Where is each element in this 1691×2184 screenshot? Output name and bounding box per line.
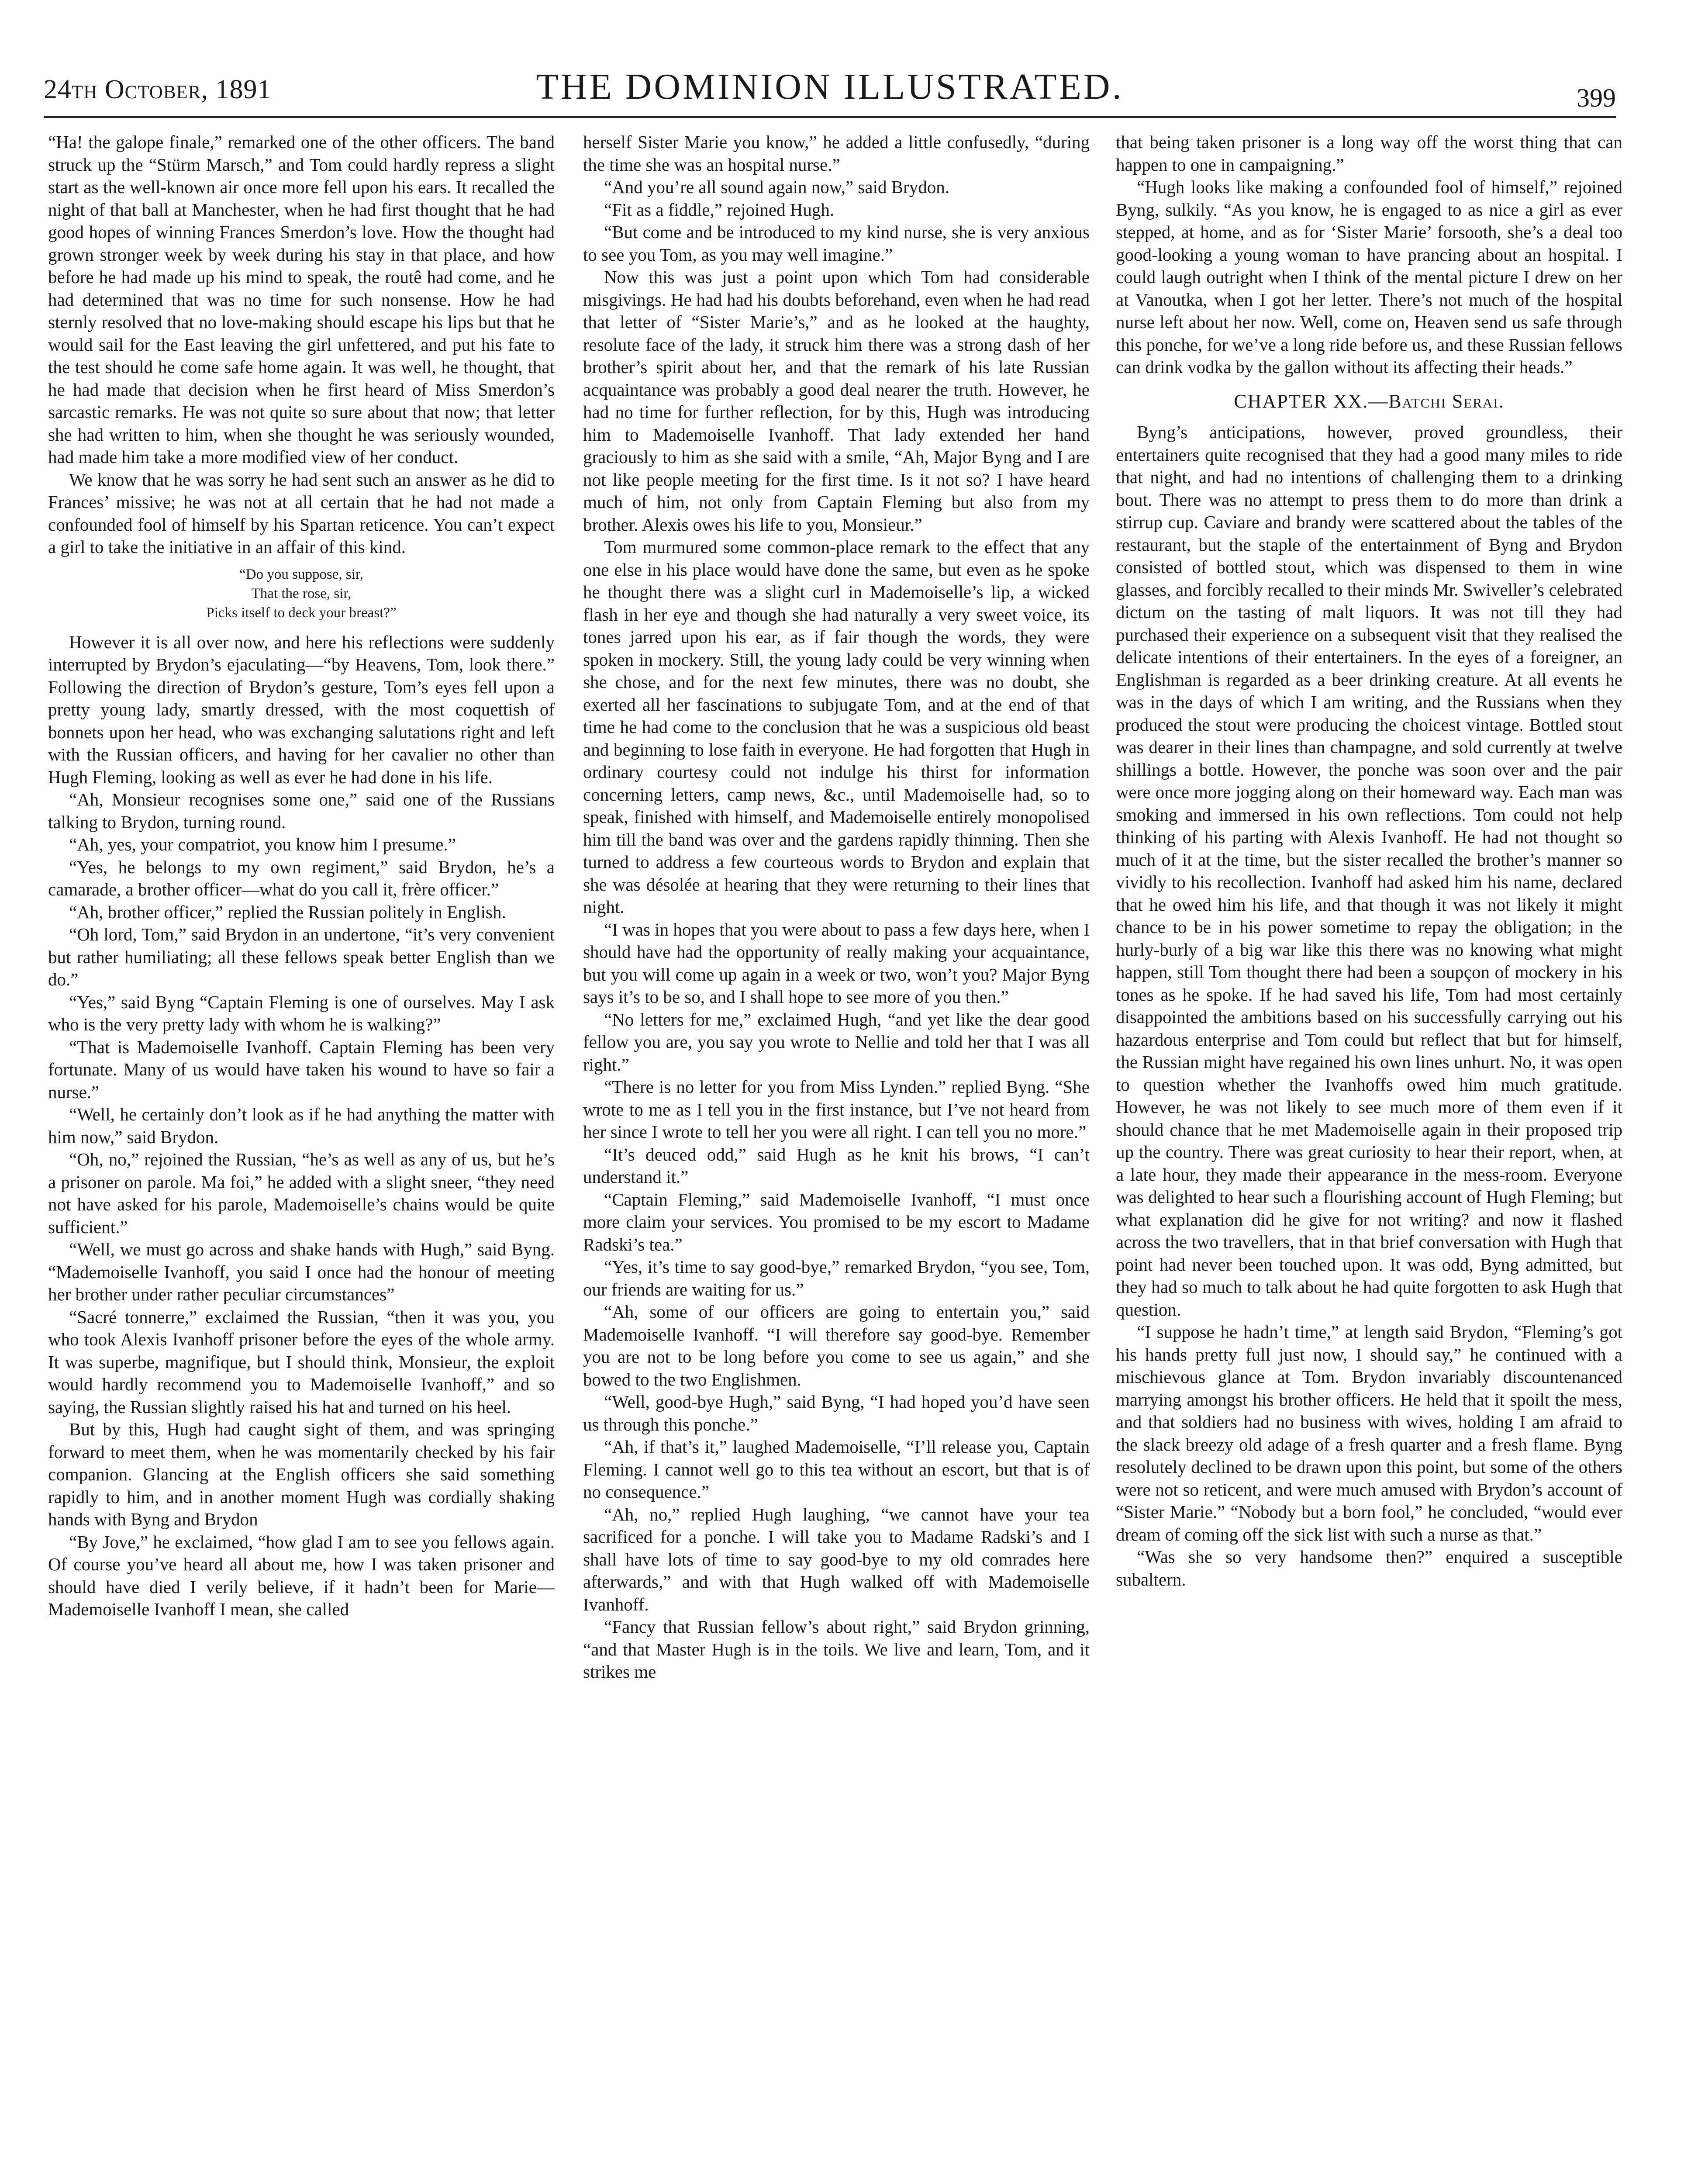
paragraph: But by this, Hugh had caught sight of them, and was springing forward to meet them, when he was momentarily checked by his fair companion. Glancing at the English officers she said something rapidly to him, and in another moment Hugh was cordially shaking hands with Byng and Brydon — [48, 1419, 555, 1529]
paragraph: However it is all over now, and here his reflections were suddenly interrupted by Brydon’s ejaculating—“by Heavens, Tom, look there.” Following the direction of Brydon’s gesture, Tom’s eyes fell upon a pretty young lady, smartly dressed, with the most coquettish of bonnets upon her head, who was exchanging salutations right and left with the Russian officers, and having for her cavalier no other than Hugh Fleming, looking as well as ever he had done in his life. — [48, 632, 555, 787]
page-header — [44, 57, 1616, 114]
column-3 — [1116, 131, 1622, 2184]
paragraph: “And you’re all sound again now,” said Brydon. — [604, 177, 949, 197]
chapter-heading — [1116, 390, 1622, 413]
paragraph: “I suppose he hadn’t time,” at length said Brydon, “Fleming’s got his hands pretty full just now, I should say,” he continued with a mischievous glance at Tom. Brydon invariably discountenanced marrying amongst his brother officers. He held that it spoilt the mess, and that soldiers had no business with wives, holding I am afraid to the slack breezy old adage of a fresh quarter and a fresh flame. Byng resolutely declined to be drawn upon this point, but some of the others were not so reticent, and were much amused with Brydon’s account of “Sister Marie.” “Nobody but a born fool,” he concluded, “would ever dream of coming off the sick list with such a nurse as that.” — [1116, 1322, 1622, 1545]
paragraph: “Well, good-bye Hugh,” said Byng, “I had hoped you’d have seen us through this ponche.” — [583, 1392, 1090, 1434]
paragraph: “Ah, brother officer,” replied the Russian politely in English. — [69, 902, 506, 922]
paragraph: “Ha! the galope finale,” remarked one of the other officers. The band struck up the “Stürm Marsch,” and Tom could hardly repress a slight start as the well-known air once more fell upon his ears. It recalled the night of that ball at Manchester, when he had first thought that he had good hopes of winning Frances Smerdon’s love. How the thought had grown stronger week by week during his stay in that place, and how before he had made up his mind to speak, the routê had come, and he had determined that was no time for such nonsense. How he had sternly resolved that no love-making should escape his lips but that he would sail for the East leaving the girl unfettered, and put his fate to the test should he come safe home again. It was well, he thought, that he had made that decision when he first heard of Miss Smerdon’s sarcastic remarks. He was not quite so sure about that now; that letter she had written to him, when she thought he was seriously wounded, had made him take a more modified view of her conduct. — [48, 132, 555, 467]
paragraph: We know that he was sorry he had sent such an answer as he did to Frances’ missive; he was not at all certain that he had not made a confounded fool of himself by his Spartan reticence. You can’t expect a girl to take the initiative in an affair of this kind. — [48, 469, 555, 557]
paragraph: Now this was just a point upon which Tom had considerable misgivings. He had had his doubts beforehand, even when he had read that letter of “Sister Marie’s,” and as he looked at the haughty, resolute face of the lady, it struck him there was a strong dash of her brother’s spirit about her, and that the remark of his late Russian acquaintance was probably a good deal nearer the truth. However, he had no time for further reflection, for by this, Hugh was introducing him to Mademoiselle Ivanhoff. That lady extended her hand graciously to him as she said with a smile, “Ah, Major Byng and I are not like people meeting for the first time. Is it not so? I have heard much of him, not only from Captain Fleming but also from my brother. Alexis owes his life to you, Monsieur.” — [583, 267, 1090, 535]
column-2 — [583, 131, 1090, 2184]
chapter-number: CHAPTER XX.— — [1234, 390, 1389, 412]
chapter-title: Batchi Serai. — [1388, 390, 1505, 412]
paragraph: “It’s deuced odd,” said Hugh as he knit his brows, “I can’t understand it.” — [583, 1144, 1090, 1187]
paragraph: “Hugh looks like making a confounded fool of himself,” rejoined Byng, sulkily. “As you know, he is engaged to as nice a girl as ever stepped, at home, and as for ‘Sister Marie’ forsooth, she’s a deal too good-looking a young woman to have prancing about an hospital. I could laugh outright when I think of the mental picture I drew on her at Vanoutka, when I got her letter. There’s not much of the hospital nurse left about her now. Well, come on, Heaven send us safe through this ponche, for we’ve a long ride before us, and these Russian fellows can drink vodka by the gallon without its affecting their heads.” — [1116, 177, 1622, 377]
paragraph: “Fancy that Russian fellow’s about right,” said Brydon grinning, “and that Master Hugh is in the toils. We live and learn, Tom, and it strikes me — [583, 1617, 1090, 1682]
paragraph: “Ah, no,” replied Hugh laughing, “we cannot have your tea sacrificed for a ponche. I will take you to Madame Radski’s and I shall have lots of time to say good-bye to my old comrades here afterwards,” and with that Hugh walked off with Mademoiselle Ivanhoff. — [583, 1504, 1090, 1614]
paragraph: “Yes, it’s time to say good-bye,” remarked Brydon, “you see, Tom, our friends are waiting for us.” — [583, 1257, 1090, 1299]
paragraph: “Yes,” said Byng “Captain Fleming is one of ourselves. May I ask who is the very pretty lady with whom he is walking?” — [48, 992, 555, 1034]
paragraph: “Captain Fleming,” said Mademoiselle Ivanhoff, “I must once more claim your services. You promised to be my escort to Madame Radski’s tea.” — [583, 1189, 1090, 1254]
issue-date: 24th October, 1891 — [44, 75, 272, 104]
paragraph: “Well, we must go across and shake hands with Hugh,” said Byng. “Mademoiselle Ivanhoff, you said I once had the honour of meeting her brother under rather peculiar circumstances” — [48, 1239, 555, 1304]
paragraph: “Ah, some of our officers are going to entertain you,” said Mademoiselle Ivanhoff. “I will therefore say good-bye. Remember you are not to be long before you come to see us again,” and she bowed to the two Englishmen. — [583, 1302, 1090, 1389]
verse-quote — [48, 565, 555, 622]
verse-line: “Do you suppose, sir, — [239, 566, 363, 582]
paragraph: “Sacré tonnerre,” exclaimed the Russian, “then it was you, you who took Alexis Ivanhoff prisoner before the eyes of the whole army. It was superbe, magnifique, but I should think, Monsieur, the exploit would hardly recommend you to Mademoiselle Ivanhoff,” and so saying, the Russian slightly raised his hat and turned on his heel. — [48, 1306, 555, 1417]
page-number: 399 — [1577, 83, 1616, 112]
paragraph: “No letters for me,” exclaimed Hugh, “and yet like the dear good fellow you are, you say you wrote to Nellie and told her that I was all right.” — [583, 1009, 1090, 1075]
paragraph: “Was she so very handsome then?” enquired a susceptible subaltern. — [1116, 1547, 1622, 1590]
paragraph: “There is no letter for you from Miss Lynden.” replied Byng. “She wrote to me as I tell you in the first instance, but I’ve not heard from her since I wrote to tell her you were all right. I can tell you no more.” — [583, 1077, 1090, 1142]
paragraph: “Ah, if that’s it,” laughed Mademoiselle, “I’ll release you, Captain Fleming. I cannot well go to this tea without an escort, but that is of no consequence.” — [583, 1437, 1090, 1502]
verse-line: That the rose, sir, — [251, 585, 352, 601]
paragraph: “But come and be introduced to my kind nurse, she is very anxious to see you Tom, as you may well imagine.” — [583, 222, 1090, 265]
paragraph: “Well, he certainly don’t look as if he had anything the matter with him now,” said Brydon. — [48, 1104, 555, 1147]
column-1 — [48, 131, 555, 2184]
paragraph: Byng’s anticipations, however, proved groundless, their entertainers quite recognised that they had a good many miles to ride that night, and had no intentions of challenging them to a drinking bout. There was no attempt to press them to do more than drink a stirrup cup. Caviare and brandy were scattered about the tables of the restaurant, but the staple of the entertainment of Byng and Brydon consisted of bottled stout, which was dispensed to them in wine glasses, and forcibly recalled to their minds Mr. Swiveller’s celebrated dictum on the tasting of malt liquors. It was not till they had purchased their experience on a subsequent visit that they realised the delicate intentions of their entertainers. In the eyes of a foreigner, an Englishman is regarded as a beer drinking creature. At all events he was in the days of which I am writing, and the Russians when they produced the stout were producing the choicest vintage. Bottled stout was dearer in their lines than champagne, and sold currently at twelve shillings a bottle. However, the ponche was soon over and the pair were once more jogging along on their homeward way. Each man was smoking and immersed in his own reflections. Tom could not help thinking of his parting with Alexis Ivanhoff. He had not thought so much of it at the time, but the sister recalled the brother’s manner so vividly to his recollection. Ivanhoff had asked him his name, declared that he owed him his life, and that though it was not likely it might chance to be in his power sometime to repay the obligation; in the hurly-burly of a big war like this there was no knowing what might happen, still Tom thought there had been a soupçon of mockery in his tones as he spoke. If he had saved his life, Tom had most certainly disappointed the ambitions based on his successfully carrying out his hazardous enterprise and Tom could but reflect that but for himself, the Russian might have regained his own lines unhurt. No, it was open to question whether the Ivanhoffs owed him much gratitude. However, he was not likely to see much more of them even if it should chance that he met Mademoiselle again in their proposed trip up the country. There was great curiosity to hear their report, when, at a late hour, they made their appearance in the mess-room. Everyone was delighted to hear such a flourishing account of Hugh Fleming; but what explanation did he give for not writing? and now it flashed across the two travellers, that in that brief conversation with Hugh that point had never been touched upon. It was odd, Byng admitted, but they had so much to talk about he had quite forgotten to ask Hugh that question. — [1116, 422, 1622, 1320]
header-rule — [44, 116, 1616, 118]
publication-title: THE DOMINION ILLUSTRATED. — [536, 66, 1124, 107]
paragraph: herself Sister Marie you know,” he added a little confusedly, “during the time she was an hospital nurse.” — [583, 132, 1090, 175]
paragraph: “Ah, Monsieur recognises some one,” said one of the Russians talking to Brydon, turning round. — [48, 789, 555, 832]
paragraph: “Fit as a fiddle,” rejoined Hugh. — [604, 199, 835, 220]
paragraph: “By Jove,” he exclaimed, “how glad I am to see you fellows again. Of course you’ve heard all about me, how I was taken prisoner and should have died I verily believe, if it hadn’t been for Marie—Mademoiselle Ivanhoff I mean, she called — [48, 1531, 555, 1619]
paragraph: Tom murmured some common-place remark to the effect that any one else in his place would have done the same, but even as he spoke he thought there was a slight curl in Mademoiselle’s lip, a wicked flash in her eye and though she had naturally a very sweet voice, its tones jarred upon his ear, as if fair though the words, they were spoken in mockery. Still, the young lady could be very winning when she chose, and for the next few minutes, there was no doubt, she exerted all her fascinations to subjugate Tom, and at the end of that time he had come to the conclusion that he was a suspicious old beast and beginning to lose faith in everyone. He had forgotten that Hugh in ordinary courtesy could not indulge his thirst for information concerning letters, camp news, &c., until Mademoiselle had, so to speak, finished with himself, and Mademoiselle entirely monopolised him till the band was over and the gardens rapidly thinning. Then she turned to address a few courteous words to Brydon and explain that she was désolée at hearing that they were returning to their lines that night. — [583, 537, 1090, 917]
paragraph: “I was in hopes that you were about to pass a few days here, when I should have had the opportunity of really making your acquaintance, but you will come up again in a week or two, won’t you? Major Byng says it’s to be so, and I shall hope to see more of you then.” — [583, 919, 1090, 1007]
paragraph: “That is Mademoiselle Ivanhoff. Captain Fleming has been very fortunate. Many of us would have taken his wound to have so fair a nurse.” — [48, 1037, 555, 1102]
paragraph: “Oh, no,” rejoined the Russian, “he’s as well as any of us, but he’s a prisoner on parole. Ma foi,” he added with a slight sneer, “they need not have asked for his parole, Mademoiselle’s chains would be quite sufficient.” — [48, 1149, 555, 1237]
paragraph: that being taken prisoner is a long way off the worst thing that can happen to one in campaigning.” — [1116, 132, 1622, 175]
paragraph: “Yes, he belongs to my own regiment,” said Brydon, he’s a camarade, a brother officer—what do you call it, frère officer.” — [48, 857, 555, 899]
verse-line: Picks itself to deck your breast?” — [206, 605, 397, 621]
paragraph: “Oh lord, Tom,” said Brydon in an undertone, “it’s very convenient but rather humiliating; all these fellows speak better English than we do.” — [48, 924, 555, 989]
paragraph: “Ah, yes, your compatriot, you know him I presume.” — [69, 834, 456, 854]
